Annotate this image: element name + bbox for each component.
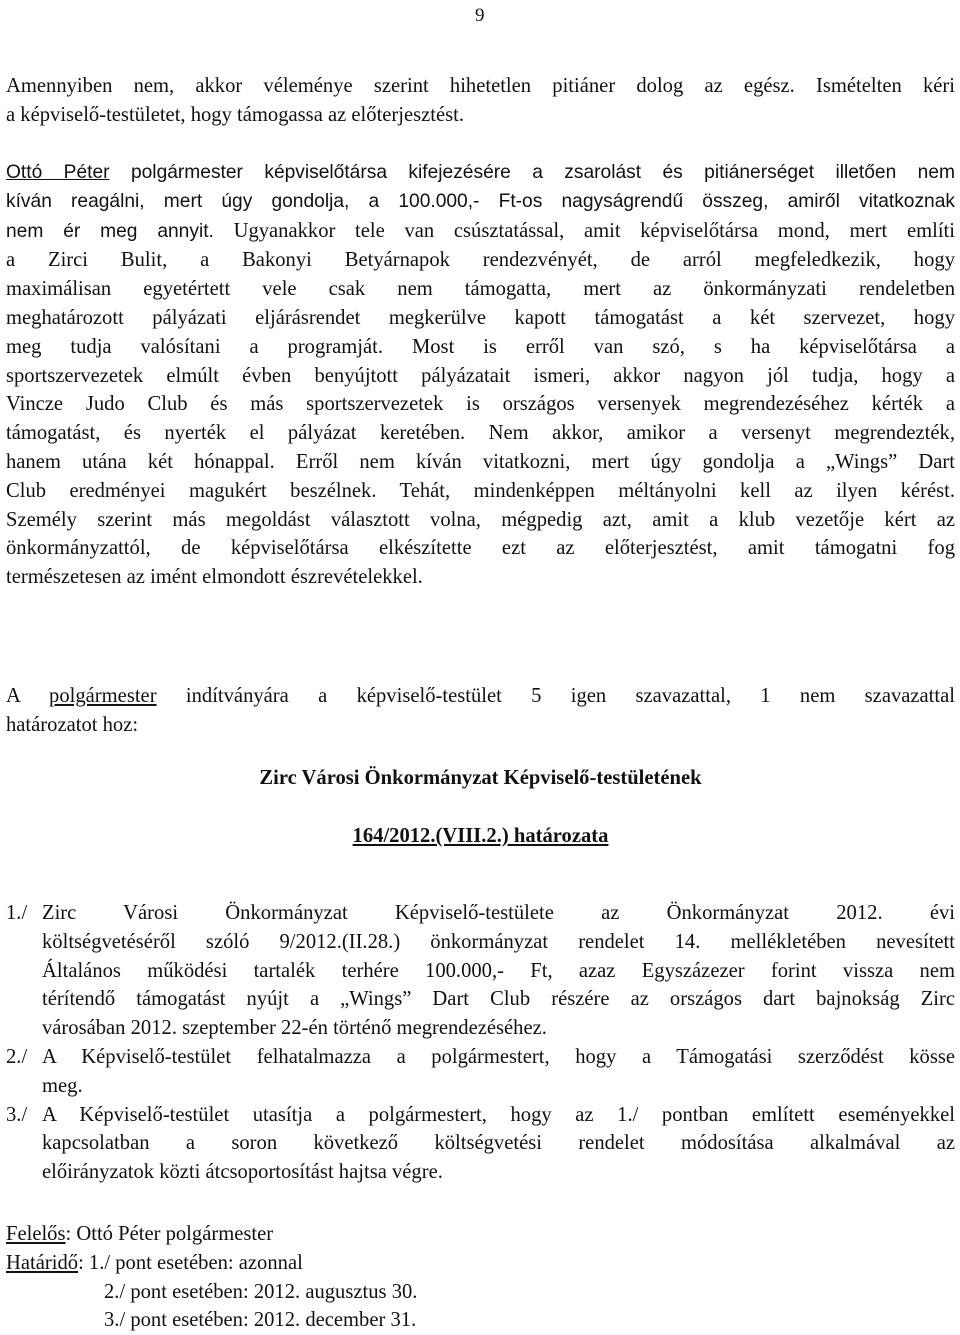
responsible-label: Felelős <box>6 1223 66 1245</box>
text-line: a Zirci Bulit, a Bakonyi Betyárnapok rendezvényét, de arról megfeledkezik, hogy <box>6 249 955 272</box>
text-line: Általános működési tartalék terhére 100.000,- Ft, azaz Egyszázezer forint vissza nem <box>42 959 955 982</box>
text-line: maximálisan egyetértett vele csak nem támogatta, mert az önkormányzati rendeletben <box>6 278 955 301</box>
deadline-label: Határidő <box>6 1251 79 1274</box>
text-line: a képviselő-testületet, hogy támogassa az előterjesztést. <box>6 103 465 126</box>
item-number: 1./ <box>6 902 28 924</box>
text-line: költségvetéséről szóló 9/2012.(II.28.) önkormányzat rendelet 14. mellékletében nevesített <box>42 930 955 953</box>
text-line: kíván reagálni, mert úgy gondolja, a 100.000,- Ft-os nagyságrendű összeg, amiről vitatkoznak <box>6 190 955 212</box>
text-line: meghatározott pályázati eljárásrendet megkerülve kapott támogatást a két szervezet, hogy <box>6 306 955 329</box>
item-number: 2./ <box>6 1045 28 1068</box>
text-line: A polgármester indítványára a képviselő-testület 5 igen szavazattal, 1 nem szavazattal <box>6 685 955 707</box>
text-line: meg tudja valósítani a programját. Most is erről van szó, s ha képviselőtársa a <box>6 335 955 358</box>
text-line: Vincze Judo Club és más sportszervezetek is országos versenyek megrendezéséhez kérték a <box>6 393 955 416</box>
text-line: támogatást, és nyerték el pályázat keretében. Nem akkor, amikor a versenyt megrendezték, <box>6 422 955 445</box>
vote-statement <box>6 682 955 740</box>
text-line: Zirc Városi Önkormányzat Képviselő-testülete az Önkormányzat 2012. évi <box>42 902 955 924</box>
deadline-line: 3./ pont esetében: 2012. december 31. <box>104 1309 417 1332</box>
text-line: városában 2012. szeptember 22-én történő megrendezéséhez. <box>42 1017 547 1040</box>
responsible-deadline <box>6 1220 955 1335</box>
resolution-heading: Zirc Városi Önkormányzat Képviselő-testületének <box>259 767 702 789</box>
text-line: Ottó Péter polgármester képviselőtársa kifejezésére a zsarolást és pitiánerséget illetően nem <box>6 162 956 183</box>
text-line: Club eredményei magukért beszélnek. Tehát, mindenképpen méltányolni kell az ilyen kérést. <box>6 479 955 502</box>
responsible-line: Felelős: Ottó Péter polgármester <box>6 1223 274 1245</box>
text-line: A Képviselő-testület felhatalmazza a polgármestert, hogy a Támogatási szerződést kösse <box>42 1045 955 1068</box>
paragraph-mayor-response <box>6 159 955 592</box>
text-line: sportszervezetek elmúlt évben benyújtott pályázatait ismeri, akkor nagyon jól tudja, hogy a <box>6 364 955 387</box>
item-number: 3./ <box>6 1103 28 1126</box>
page-number: 9 <box>475 5 485 26</box>
text-line: Amennyiben nem, akkor véleménye szerint hihetetlen pitiáner dolog az egész. Ismételten kéri <box>6 75 955 97</box>
text-line: önkormányzattól, de képviselőtársa elkészítette ezt az előterjesztést, amit támogatni fog <box>6 537 955 560</box>
list-item <box>6 1043 955 1101</box>
speaker-name: Ottó Péter <box>6 162 110 183</box>
text-line: természetesen az imént elmondott észrevételekkel. <box>6 566 423 589</box>
resolution-items <box>6 899 955 1187</box>
text-line: határozatot hoz: <box>6 713 139 736</box>
deadline-line: 2./ pont esetében: 2012. augusztus 30. <box>104 1280 418 1303</box>
paragraph-intro <box>6 72 955 130</box>
text-line: kapcsolatban a soron következő költségvetési rendelet módosítása alkalmával az <box>42 1132 955 1155</box>
text-line: hanem utána két hónappal. Erről nem kíván vitatkozni, mert úgy gondolja a „Wings” Dart <box>6 450 955 473</box>
list-item <box>6 1101 955 1187</box>
text-line: előirányzatok közti átcsoportosítást hajtsa végre. <box>42 1161 443 1184</box>
text-line: Személy szerint más megoldást választott volna, mégpedig azt, amit a klub vezetője kért az <box>6 508 955 531</box>
list-item <box>6 899 955 1043</box>
text-line: térítendő támogatást nyújt a „Wings” Dart Club részére az országos dart bajnokság Zirc <box>42 988 955 1011</box>
resolution-number: 164/2012.(VIII.2.) határozata <box>352 825 609 847</box>
role-label: polgármester <box>49 685 157 707</box>
text-line: nem ér meg annyit. Ugyanakkor tele van csúsztatással, amit képviselőtársa mond, mert említi <box>6 219 955 242</box>
text-line: meg. <box>42 1074 83 1097</box>
text-line: A Képviselő-testület utasítja a polgármestert, hogy az 1./ pontban említett eseményekkel <box>42 1103 955 1126</box>
deadline-line: Határidő: 1./ pont esetében: azonnal <box>6 1251 303 1274</box>
